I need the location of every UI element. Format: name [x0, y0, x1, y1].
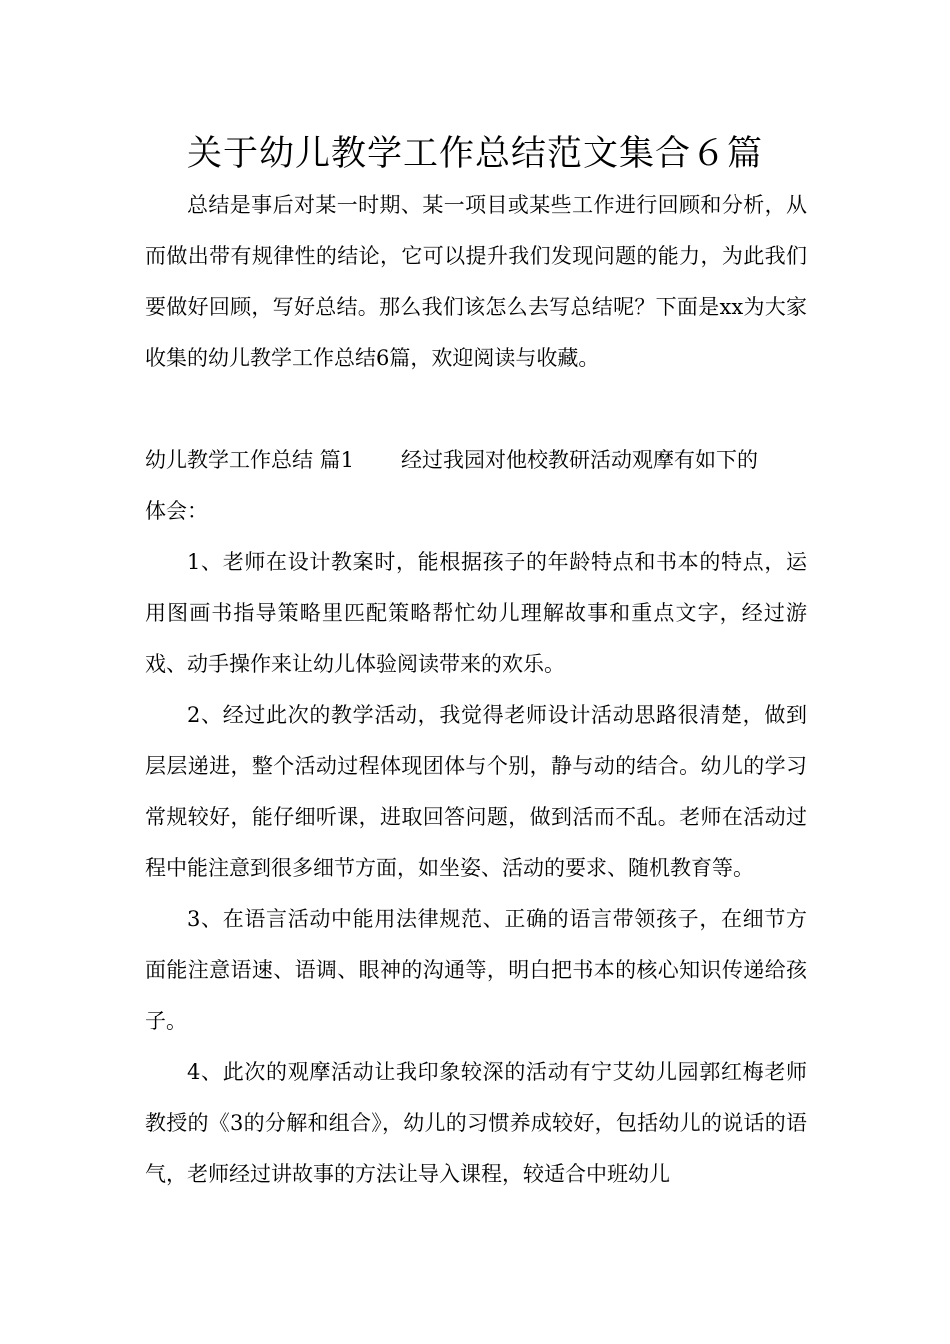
point-paragraph-4: 4、此次的观摩活动让我印象较深的活动有宁艾幼儿园郭红梅老师教授的《3的分解和组合》，幼儿的习惯养成较好，包括幼儿的说话的语气，老师经过讲故事的方法让导入课程，较适合中班幼儿	[145, 1060, 807, 1186]
section-1-heading: 幼儿教学工作总结 篇1	[145, 448, 355, 472]
blank-line	[145, 384, 807, 435]
document-body	[145, 180, 807, 1200]
point-paragraph-3: 3、在语言活动中能用法律规范、正确的语言带领孩子，在细节方面能注意语速、语调、眼神的沟通等，明白把书本的核心知识传递给孩子。	[145, 907, 807, 1033]
section-1-lead: 经过我园对他校教研活动观摩有如下的	[401, 448, 759, 472]
intro-paragraph: 总结是事后对某一时期、某一项目或某些工作进行回顾和分析，从而做出带有规律性的结论，它可以提升我们发现问题的能力，为此我们要做好回顾，写好总结。那么我们该怎么去写总结呢？下面是xx为大家收集的幼儿教学工作总结6篇，欢迎阅读与收藏。	[145, 193, 807, 370]
document-title: 关于幼儿教学工作总结范文集合６篇	[186, 134, 763, 174]
section-1-lead-cont: 体会：	[145, 499, 208, 523]
point-paragraph-1: 1、老师在设计教案时，能根据孩子的年龄特点和书本的特点，运用图画书指导策略里匹配策略帮忙幼儿理解故事和重点文字，经过游戏、动手操作来让幼儿体验阅读带来的欢乐。	[145, 550, 807, 676]
section-1-first-paragraph	[145, 435, 807, 537]
point-paragraph-2: 2、经过此次的教学活动，我觉得老师设计活动思路很清楚，做到层层递进，整个活动过程体现团体与个别，静与动的结合。幼儿的学习常规较好，能仔细听课，进取回答问题，做到活而不乱。老师在活动过程中能注意到很多细节方面，如坐姿、活动的要求、随机教育等。	[145, 703, 807, 880]
